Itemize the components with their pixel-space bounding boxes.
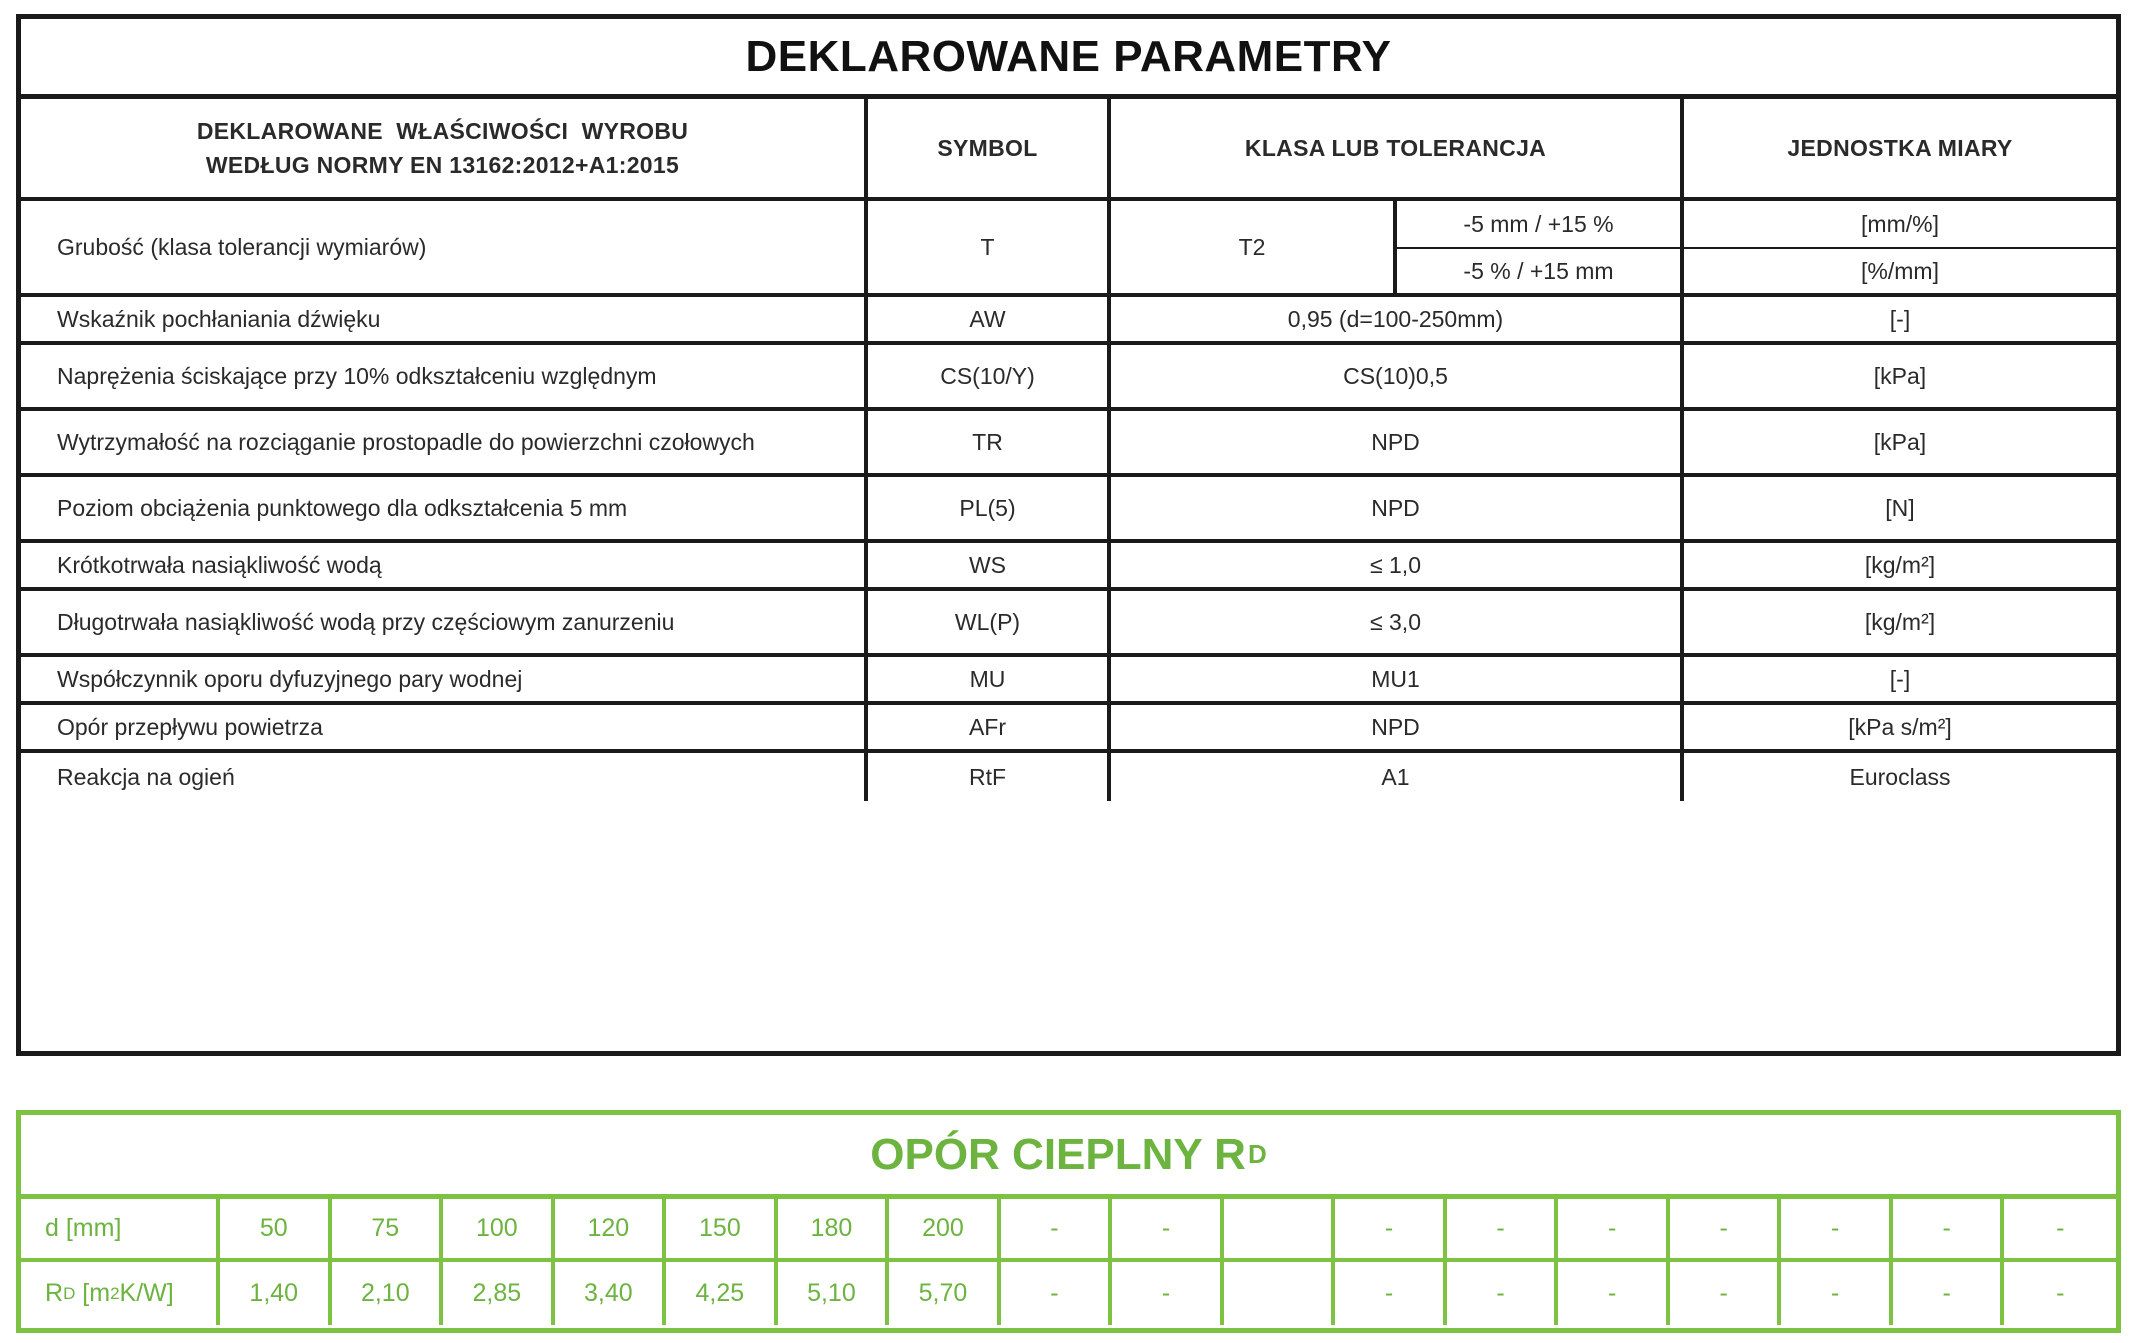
resistance-value-cell: 5,70 (889, 1262, 1001, 1325)
resistance-value-cell: - (1001, 1262, 1113, 1325)
thickness-value-cell: - (1781, 1199, 1893, 1262)
row-symbol: CS(10/Y) (868, 345, 1111, 411)
declared-parameters-table (16, 14, 2121, 1056)
resistance-value-cell: - (1447, 1262, 1559, 1325)
resistance-value-cell: 1,40 (220, 1262, 332, 1325)
header-property-line2: WEDŁUG NORMY EN 13162:2012+A1:2015 (205, 152, 680, 178)
thickness-property: Grubość (klasa tolerancji wymiarów) (21, 201, 868, 297)
row-value: A1 (1111, 753, 1684, 801)
row-property: Krótkotrwała nasiąkliwość wodą (21, 543, 868, 591)
thickness-value-cell: 200 (889, 1199, 1001, 1262)
thickness-value-cell: - (1335, 1199, 1447, 1262)
row-property: Długotrwała nasiąkliwość wodą przy częściowym zanurzeniu (21, 591, 868, 657)
row-value: ≤ 1,0 (1111, 543, 1684, 591)
thermal-resistance-table (16, 1110, 2121, 1333)
header-property (21, 99, 868, 201)
thickness-value-cell: - (1558, 1199, 1670, 1262)
thermal-resistance-title (21, 1115, 2116, 1199)
thermal-title-main: OPÓR CIEPLNY R (870, 1129, 1246, 1179)
resistance-label-part: [m (75, 1279, 111, 1307)
thickness-value-cell (1224, 1199, 1336, 1262)
row-property: Współczynnik oporu dyfuzyjnego pary wodnej (21, 657, 868, 705)
resistance-value-cell: - (1781, 1262, 1893, 1325)
thickness-row-label: d [mm] (21, 1199, 220, 1262)
row-symbol: WS (868, 543, 1111, 591)
resistance-value-cell: 3,40 (555, 1262, 667, 1325)
row-value: CS(10)0,5 (1111, 345, 1684, 411)
row-unit: [kPa] (1684, 411, 2116, 477)
thermal-resistance-grid (21, 1199, 2116, 1325)
header-property-line1: DEKLAROWANE WŁAŚCIWOŚCI WYROBU (196, 118, 689, 144)
header-class: KLASA LUB TOLERANCJA (1111, 99, 1684, 201)
row-property: Naprężenia ściskające przy 10% odkształceniu względnym (21, 345, 868, 411)
resistance-value-cell: - (1893, 1262, 2005, 1325)
row-unit: [-] (1684, 657, 2116, 705)
resistance-row-label (21, 1262, 220, 1325)
row-value: 0,95 (d=100-250mm) (1111, 297, 1684, 345)
thickness-value-cell: - (1893, 1199, 2005, 1262)
header-symbol: SYMBOL (868, 99, 1111, 201)
row-unit: [kg/m²] (1684, 543, 2116, 591)
resistance-value-cell: - (1670, 1262, 1782, 1325)
resistance-label-part: D (63, 1283, 76, 1303)
thickness-unit-2: [%/mm] (1684, 249, 2116, 297)
row-symbol: AW (868, 297, 1111, 345)
row-value: MU1 (1111, 657, 1684, 705)
thickness-tolerance-1: -5 mm / +15 % (1397, 201, 1684, 249)
row-unit: [N] (1684, 477, 2116, 543)
resistance-value-cell (1224, 1262, 1336, 1325)
thermal-title-sub: D (1247, 1139, 1267, 1169)
row-property: Poziom obciążenia punktowego dla odkształcenia 5 mm (21, 477, 868, 543)
resistance-value-cell: - (1112, 1262, 1224, 1325)
thickness-value-cell: 75 (332, 1199, 444, 1262)
row-value: NPD (1111, 705, 1684, 753)
thickness-value-cell: 180 (778, 1199, 890, 1262)
thickness-value-cell: 100 (443, 1199, 555, 1262)
declared-parameters-title: DEKLAROWANE PARAMETRY (21, 19, 2116, 99)
resistance-value-cell: 5,10 (778, 1262, 890, 1325)
row-unit: [kPa] (1684, 345, 2116, 411)
resistance-value-cell: 2,10 (332, 1262, 444, 1325)
resistance-value-cell: - (1558, 1262, 1670, 1325)
row-value: NPD (1111, 477, 1684, 543)
thickness-value-cell: - (1001, 1199, 1113, 1262)
row-unit: [kg/m²] (1684, 591, 2116, 657)
row-property: Wskaźnik pochłaniania dźwięku (21, 297, 868, 345)
thickness-value-cell: 120 (555, 1199, 667, 1262)
thickness-value-cell: 150 (666, 1199, 778, 1262)
thickness-value-cell: - (2004, 1199, 2116, 1262)
row-property: Reakcja na ogień (21, 753, 868, 801)
row-symbol: PL(5) (868, 477, 1111, 543)
resistance-value-cell: - (1335, 1262, 1447, 1325)
resistance-label-part: R (45, 1279, 64, 1307)
row-unit: [-] (1684, 297, 2116, 345)
row-value: ≤ 3,0 (1111, 591, 1684, 657)
resistance-value-cell: 2,85 (443, 1262, 555, 1325)
resistance-label-part: K/W] (119, 1279, 174, 1307)
thickness-unit-1: [mm/%] (1684, 201, 2116, 249)
row-value: NPD (1111, 411, 1684, 477)
row-property: Wytrzymałość na rozciąganie prostopadle do powierzchni czołowych (21, 411, 868, 477)
header-unit: JEDNOSTKA MIARY (1684, 99, 2116, 201)
row-symbol: WL(P) (868, 591, 1111, 657)
row-symbol: MU (868, 657, 1111, 705)
row-unit: Euroclass (1849, 763, 1951, 790)
row-symbol: AFr (868, 705, 1111, 753)
resistance-value-cell: 4,25 (666, 1262, 778, 1325)
resistance-label-part: 2 (110, 1283, 120, 1303)
thickness-symbol: T (868, 201, 1111, 297)
resistance-value-cell: - (2056, 1279, 2065, 1307)
row-symbol: RtF (868, 753, 1111, 801)
thickness-tolerance-2: -5 % / +15 mm (1397, 249, 1684, 297)
thickness-value-cell: - (1670, 1199, 1782, 1262)
thickness-value-cell: - (1112, 1199, 1224, 1262)
row-property: Opór przepływu powietrza (21, 705, 868, 753)
row-symbol: TR (868, 411, 1111, 477)
thickness-value-cell: 50 (220, 1199, 332, 1262)
declared-parameters-grid (21, 99, 2116, 801)
row-unit: [kPa s/m²] (1684, 705, 2116, 753)
thickness-class: T2 (1111, 201, 1397, 297)
thickness-value-cell: - (1447, 1199, 1559, 1262)
